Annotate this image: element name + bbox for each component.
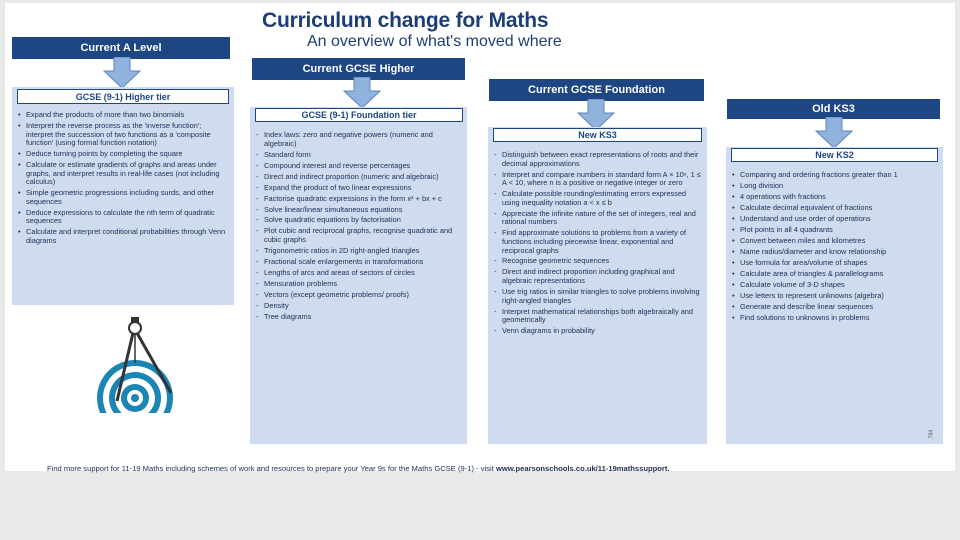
list-item: - Index laws: zero and negative powers (numeric and algebraic) [256, 131, 461, 148]
list-item: - Standard form [256, 151, 461, 160]
subheader-gcse-higher-tier: GCSE (9-1) Higher tier [17, 89, 229, 104]
header-old-ks3: Old KS3 [727, 99, 940, 119]
list-item: • Calculate or estimate gradients of graphs and areas under graphs, and interpret results in real-life cases (not including calculus) [18, 161, 228, 187]
list-item: - Solve quadratic equations by factorisation [256, 216, 461, 225]
list-item: - Interpret mathematical relationships both algebraically and geometrically [494, 308, 701, 325]
list-item: - Direct and indirect proportion (numeric and algebraic) [256, 173, 461, 182]
list-item: - Distinguish between exact representations of roots and their decimal approximations [494, 151, 701, 168]
list-item: - Density [256, 302, 461, 311]
footer [47, 464, 670, 473]
list-item: • Use formula for area/volume of shapes [732, 259, 937, 268]
header-current-a-level: Current A Level [12, 37, 230, 59]
list-item: - Trigonometric ratios in 2D right-angled triangles [256, 247, 461, 256]
down-arrow-icon [343, 77, 381, 109]
list-item: - Factorise quadratic expressions in the form x² + bx + c [256, 195, 461, 204]
list-item: • Deduce expressions to calculate the nth term of quadratic sequences [18, 209, 228, 226]
list-item: • Deduce turning points by completing the square [18, 150, 228, 159]
panel-old-ks3 [726, 147, 943, 444]
list-item: - Plot cubic and reciprocal graphs, recognise quadratic and cubic graphs [256, 227, 461, 244]
list-item: • Generate and describe linear sequences [732, 303, 937, 312]
list-item: - Mensuration problems [256, 280, 461, 289]
panel-current-a-level [12, 87, 234, 305]
panel-current-gcse-higher [250, 107, 467, 444]
list-item: • Calculate decimal equivalent of fractions [732, 204, 937, 213]
list-item: - Calculate possible rounding/estimating errors expressed using inequality notation a < x ≤ b [494, 190, 701, 207]
list-item: • Plot points in all 4 quadrants [732, 226, 937, 235]
page-subtitle: An overview of what's moved where [307, 33, 562, 50]
slide [5, 3, 955, 471]
list-item: - Solve linear/linear simultaneous equations [256, 206, 461, 215]
subheader-new-ks3: New KS3 [493, 128, 702, 142]
list-item: - Expand the product of two linear expressions [256, 184, 461, 193]
list-item: • Comparing and ordering fractions greater than 1 [732, 171, 937, 180]
list-item: - Find approximate solutions to problems from a variety of functions including piecewise linear, exponential and reciprocal graphs [494, 229, 701, 255]
footer-link[interactable]: www.pearsonschools.co.uk/11-19mathssupport. [495, 464, 670, 473]
down-arrow-icon [815, 117, 853, 149]
compass-target-icon [65, 303, 185, 413]
list-item: - Lengths of arcs and areas of sectors of circles [256, 269, 461, 278]
list-item: • Expand the products of more than two binomials [18, 111, 228, 120]
list-item: • Calculate and interpret conditional probabilities through Venn diagrams [18, 228, 228, 245]
list-item: - Interpret and compare numbers in standard form A × 10ⁿ, 1 ≤ A < 10, where n is a positive or negative integer or zero [494, 171, 701, 188]
page-title: Curriculum change for Maths [262, 9, 549, 32]
panel-current-gcse-foundation [488, 127, 707, 444]
watermark: T84 [928, 429, 935, 439]
list-item: - Vectors (except geometric problems/ proofs) [256, 291, 461, 300]
list-item: - Tree diagrams [256, 313, 461, 322]
list-item: • 4 operations with fractions [732, 193, 937, 202]
list-item: - Appreciate the infinite nature of the set of integers, real and rational numbers [494, 210, 701, 227]
down-arrow-icon [103, 57, 141, 89]
list-item: - Recognise geometric sequences [494, 257, 701, 266]
list-item: - Direct and indirect proportion including graphical and algebraic representations [494, 268, 701, 285]
footer-text: Find more support for 11-19 Maths including schemes of work and resources to prepare your Year 9s for the Maths GCSE (9-1) - visit [47, 464, 494, 473]
list-old-ks3 [732, 171, 937, 322]
header-current-gcse-foundation: Current GCSE Foundation [489, 79, 704, 101]
list-gcse-higher [256, 131, 461, 322]
list-item: - Compound interest and reverse percentages [256, 162, 461, 171]
list-item: • Interpret the reverse process as the 'inverse function'; interpret the succession of two functions as a 'composite function' (using formal function notation) [18, 122, 228, 148]
list-item: - Venn diagrams in probability [494, 327, 701, 336]
list-item: • Long division [732, 182, 937, 191]
list-item: • Calculate volume of 3-D shapes [732, 281, 937, 290]
header-current-gcse-higher: Current GCSE Higher [252, 58, 465, 80]
list-item: • Use letters to represent unknowns (algebra) [732, 292, 937, 301]
list-item: • Name radius/diameter and know relationship [732, 248, 937, 257]
subheader-new-ks2: New KS2 [731, 148, 938, 162]
list-item: • Find solutions to unknowns in problems [732, 314, 937, 323]
subheader-gcse-foundation-tier: GCSE (9-1) Foundation tier [255, 108, 463, 122]
list-item: • Understand and use order of operations [732, 215, 937, 224]
list-a-level [18, 111, 228, 246]
list-item: - Fractional scale enlargements in transformations [256, 258, 461, 267]
list-item: • Simple geometric progressions including surds, and other sequences [18, 189, 228, 206]
list-gcse-foundation [494, 151, 701, 336]
list-item: • Calculate area of triangles & parallelograms [732, 270, 937, 279]
list-item: - Use trig ratios in similar triangles to solve problems involving right-angled triangles [494, 288, 701, 305]
list-item: • Convert between miles and kilometres [732, 237, 937, 246]
